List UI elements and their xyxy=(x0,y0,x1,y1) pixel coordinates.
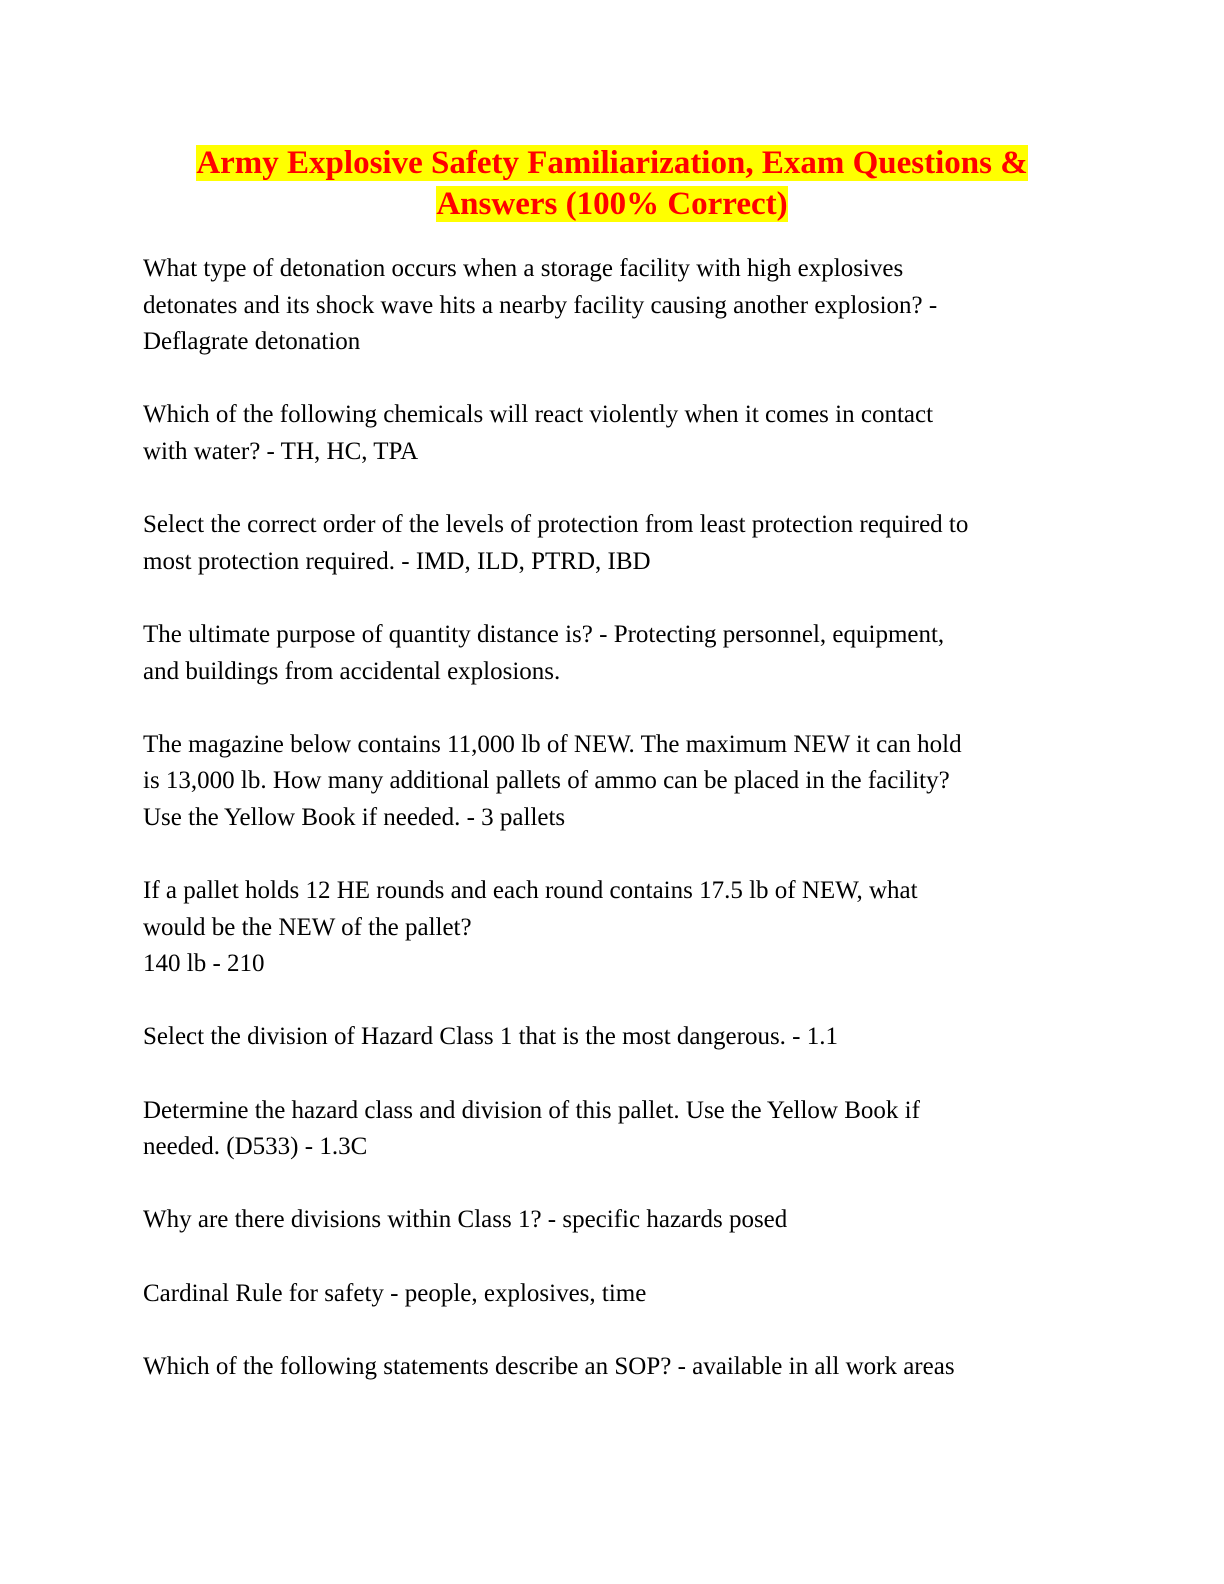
title-line-1: Army Explosive Safety Familiarization, Exam Questions & xyxy=(196,145,1028,181)
qa-item: What type of detonation occurs when a storage facility with high explosives detonates and its shock wave hits a nearby facility causing another explosion? - Deflagrate detonation xyxy=(143,255,938,356)
qa-item: The ultimate purpose of quantity distance is? - Protecting personnel, equipment, and buildings from accidental explosions. xyxy=(143,620,945,685)
qa-item: Why are there divisions within Class 1? - specific hazards posed xyxy=(143,1206,788,1234)
qa-item: Which of the following statements describe an SOP? - available in all work areas xyxy=(143,1352,955,1380)
document-title xyxy=(120,143,1104,225)
qa-item: Cardinal Rule for safety - people, explosives, time xyxy=(143,1279,647,1307)
title-line-2: Answers (100% Correct) xyxy=(436,186,788,222)
qa-item: If a pallet holds 12 HE rounds and each round contains 17.5 lb of NEW, what would be the NEW of the pallet? 140 lb - 210 xyxy=(143,877,918,978)
qa-item: Select the correct order of the levels of protection from least protection required to most protection required. - IMD, ILD, PTRD, IBD xyxy=(143,511,969,575)
qa-item: Determine the hazard class and division of this pallet. Use the Yellow Book if needed. (D533) - 1.3C xyxy=(143,1096,920,1161)
qa-item: The magazine below contains 11,000 lb of NEW. The maximum NEW it can hold is 13,000 lb. How many additional pallets of ammo can be placed in the facility? Use the Yellow Book if needed. - 3 pallets xyxy=(143,730,962,831)
qa-item: Select the division of Hazard Class 1 that is the most dangerous. - 1.1 xyxy=(143,1023,839,1051)
question-answer-list xyxy=(143,251,1083,1422)
qa-item: Which of the following chemicals will react violently when it comes in contact with water? - TH, HC, TPA xyxy=(143,401,934,465)
